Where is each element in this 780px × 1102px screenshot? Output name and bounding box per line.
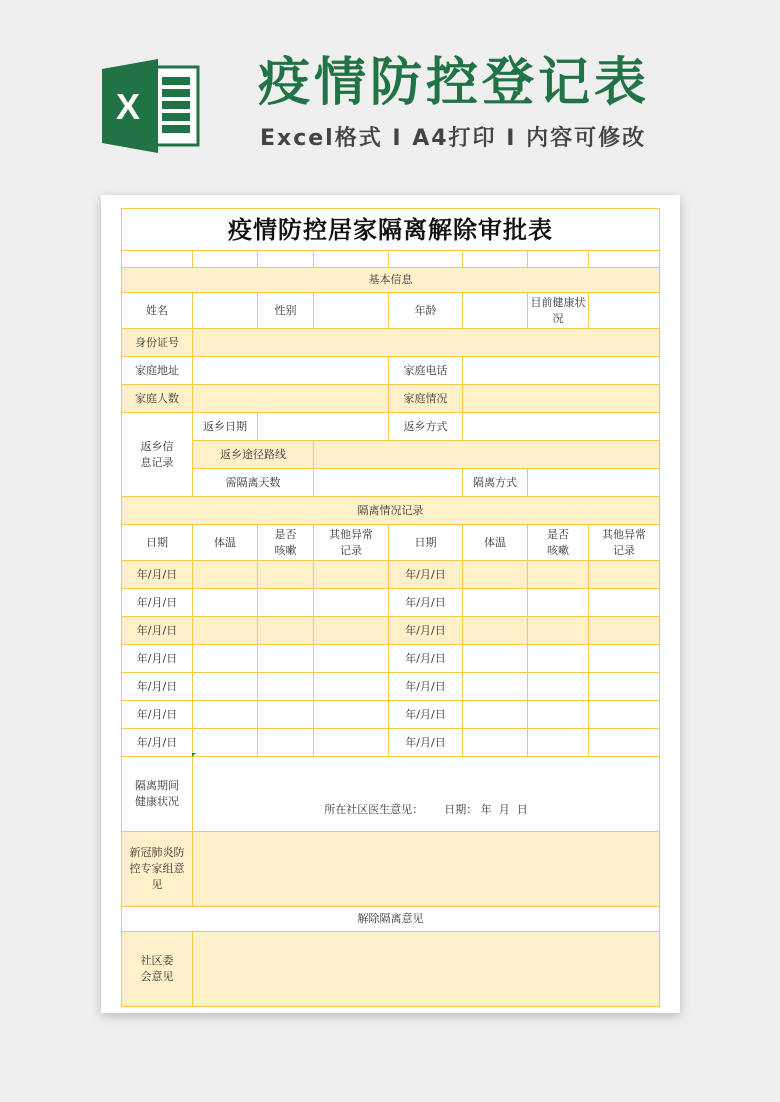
record-row [122, 589, 660, 617]
return-date-label: 返乡日期 [193, 413, 258, 441]
date-cell[interactable]: 年/月/日 [389, 589, 463, 617]
temperature-cell[interactable] [193, 645, 258, 673]
empty-cell[interactable] [314, 251, 389, 268]
return-route-field[interactable] [314, 441, 660, 469]
date-cell[interactable]: 年/月/日 [122, 729, 193, 757]
other-cell[interactable] [589, 701, 660, 729]
approval-form-table [121, 208, 660, 1007]
temperature-cell[interactable] [193, 729, 258, 757]
other-cell[interactable] [589, 589, 660, 617]
empty-cell[interactable] [528, 251, 589, 268]
temperature-cell[interactable] [463, 561, 528, 589]
empty-cell[interactable] [389, 251, 463, 268]
return-method-field[interactable] [463, 413, 660, 441]
temperature-cell[interactable] [193, 589, 258, 617]
doctor-opinion-text: 所在社区医生意见： 日期： 年 月 日 [324, 803, 528, 816]
cough-cell[interactable] [258, 617, 314, 645]
record-row [122, 701, 660, 729]
other-cell[interactable] [589, 729, 660, 757]
cell-comment-marker-icon [192, 753, 196, 757]
quarantine-method-field[interactable] [528, 469, 660, 497]
date-cell[interactable]: 年/月/日 [122, 561, 193, 589]
gender-field[interactable] [314, 293, 389, 329]
form-title: 疫情防控居家隔离解除审批表 [122, 209, 660, 251]
date-cell[interactable]: 年/月/日 [122, 701, 193, 729]
date-cell[interactable]: 年/月/日 [122, 673, 193, 701]
name-field[interactable] [193, 293, 258, 329]
record-row [122, 673, 660, 701]
health-status-field[interactable] [589, 293, 660, 329]
return-info-label: 返乡信息记录 [122, 413, 193, 497]
temperature-cell[interactable] [463, 701, 528, 729]
temperature-cell[interactable] [463, 645, 528, 673]
quarantine-method-label: 隔离方式 [463, 469, 528, 497]
age-label: 年龄 [389, 293, 463, 329]
expert-opinion-field[interactable] [193, 832, 660, 907]
date-cell[interactable]: 年/月/日 [389, 561, 463, 589]
temperature-cell[interactable] [193, 673, 258, 701]
cough-cell[interactable] [528, 589, 589, 617]
section-quarantine-record: 隔离情况记录 [122, 497, 660, 525]
record-row [122, 645, 660, 673]
name-label: 姓名 [122, 293, 193, 329]
empty-cell[interactable] [122, 251, 193, 268]
date-cell[interactable]: 年/月/日 [122, 617, 193, 645]
temperature-cell[interactable] [463, 589, 528, 617]
date-cell[interactable]: 年/月/日 [389, 701, 463, 729]
members-label: 家庭人数 [122, 385, 193, 413]
health-status-label: 目前健康状况 [528, 293, 589, 329]
page-subtitle: Excel格式 I A4打印 I 内容可修改 [260, 126, 647, 151]
col-header-cough: 是否咳嗽 [528, 525, 589, 561]
temperature-cell[interactable] [463, 617, 528, 645]
col-header-temperature: 体温 [463, 525, 528, 561]
section-basic-info: 基本信息 [122, 268, 660, 293]
col-header-cough: 是否咳嗽 [258, 525, 314, 561]
gender-label: 性别 [258, 293, 314, 329]
page-title: 疫情防控登记表 [258, 53, 651, 113]
address-field[interactable] [193, 357, 389, 385]
temperature-cell[interactable] [193, 701, 258, 729]
excel-logo-icon [100, 55, 200, 155]
cough-cell[interactable] [528, 701, 589, 729]
family-status-label: 家庭情况 [389, 385, 463, 413]
temperature-cell[interactable] [463, 729, 528, 757]
cough-cell[interactable] [528, 645, 589, 673]
quarantine-days-field[interactable] [314, 469, 463, 497]
quarantine-days-label: 需隔离天数 [193, 469, 314, 497]
svg-text:X: X [115, 86, 141, 127]
cough-cell[interactable] [528, 617, 589, 645]
other-cell[interactable] [314, 561, 389, 589]
committee-opinion-label: 社区委会意见 [122, 932, 193, 1007]
temperature-cell[interactable] [193, 617, 258, 645]
col-header-other: 其他异常记录 [314, 525, 389, 561]
date-cell[interactable]: 年/月/日 [389, 617, 463, 645]
cough-cell[interactable] [258, 701, 314, 729]
cough-cell[interactable] [528, 673, 589, 701]
other-cell[interactable] [314, 589, 389, 617]
date-cell[interactable]: 年/月/日 [122, 645, 193, 673]
health-period-label: 隔离期间健康状况 [122, 757, 193, 832]
cough-cell[interactable] [258, 729, 314, 757]
family-status-field[interactable] [463, 385, 660, 413]
temperature-cell[interactable] [193, 561, 258, 589]
committee-opinion-field[interactable] [193, 932, 660, 1007]
other-cell[interactable] [314, 673, 389, 701]
cough-cell[interactable] [258, 645, 314, 673]
other-cell[interactable] [314, 729, 389, 757]
phone-field[interactable] [463, 357, 660, 385]
other-cell[interactable] [589, 645, 660, 673]
other-cell[interactable] [314, 645, 389, 673]
col-header-date: 日期 [122, 525, 193, 561]
date-cell[interactable]: 年/月/日 [122, 589, 193, 617]
date-cell[interactable]: 年/月/日 [389, 673, 463, 701]
date-cell[interactable]: 年/月/日 [389, 729, 463, 757]
return-route-label: 返乡途径路线 [193, 441, 314, 469]
id-label: 身份证号 [122, 329, 193, 357]
empty-cell[interactable] [463, 251, 528, 268]
col-header-other: 其他异常记录 [589, 525, 660, 561]
return-method-label: 返乡方式 [389, 413, 463, 441]
record-row [122, 561, 660, 589]
age-field[interactable] [463, 293, 528, 329]
empty-cell[interactable] [258, 251, 314, 268]
other-cell[interactable] [314, 701, 389, 729]
cough-cell[interactable] [528, 729, 589, 757]
cough-cell[interactable] [258, 589, 314, 617]
record-row [122, 617, 660, 645]
empty-cell[interactable] [589, 251, 660, 268]
phone-label: 家庭电话 [389, 357, 463, 385]
date-cell[interactable]: 年/月/日 [389, 645, 463, 673]
temperature-cell[interactable] [463, 673, 528, 701]
other-cell[interactable] [589, 673, 660, 701]
address-label: 家庭地址 [122, 357, 193, 385]
section-release-opinion: 解除隔离意见 [122, 907, 660, 932]
record-row [122, 729, 660, 757]
expert-opinion-label: 新冠肺炎防控专家组意见 [122, 832, 193, 907]
members-field[interactable] [193, 385, 389, 413]
cough-cell[interactable] [528, 561, 589, 589]
cough-cell[interactable] [258, 673, 314, 701]
return-date-field[interactable] [258, 413, 389, 441]
col-header-temperature: 体温 [193, 525, 258, 561]
health-period-field[interactable] [193, 757, 660, 832]
id-field[interactable] [193, 329, 660, 357]
other-cell[interactable] [589, 561, 660, 589]
col-header-date: 日期 [389, 525, 463, 561]
empty-cell[interactable] [193, 251, 258, 268]
cough-cell[interactable] [258, 561, 314, 589]
other-cell[interactable] [314, 617, 389, 645]
other-cell[interactable] [589, 617, 660, 645]
